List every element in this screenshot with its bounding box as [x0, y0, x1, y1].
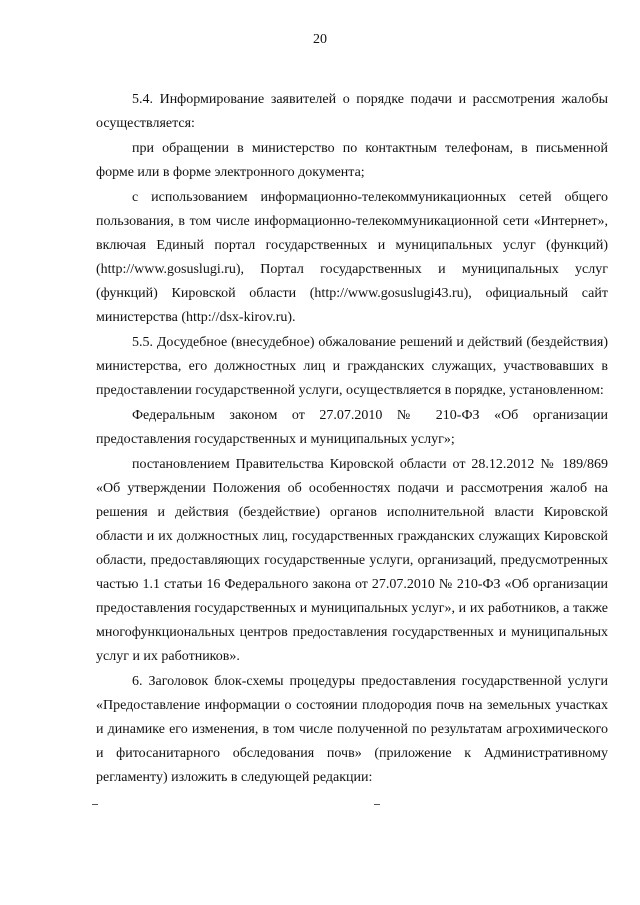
paragraph-federal-law: Федеральным законом от 27.07.2010 № 210-ФЗ «Об организации предоставления государственных и муниципальных услуг»;	[96, 408, 608, 447]
paragraph-internet: с использованием информационно-телекоммуникационных сетей общего пользования, в том числе информационно-телекоммуникационной сети «Интернет», включая Единый портал государственных и муниципальных услуг (функций) (http://www.gosuslugi.ru), Портал государственных и муниципальных услуг (функций) Кировской области (http://www.gosuslugi43.ru), официальный сайт министерства (http://dsx-kirov.ru).	[96, 190, 608, 325]
page-number: 20	[313, 32, 327, 47]
paragraph-resolution: постановлением Правительства Кировской области от 28.12.2012 № 189/869 «Об утверждении Положения об особенностях подачи и рассмотрения жалоб на решения и действия (бездействие) органов исполнительной власти Кировской области и их должностных лиц, государственных гражданских служащих Кировской области, предоставляющих государственные услуги, организаций, предусмотренных частью 1.1 статьи 16 Федерального закона от 27.07.2010 № 210-ФЗ «Об организации предоставления государственных и муниципальных услуг», и их работников, а также многофункциональных центров предоставления государственных и муниципальных услуг и их работников».	[96, 457, 608, 664]
document-body	[96, 88, 608, 791]
paragraph-contact: при обращении в министерство по контактным телефонам, в письменной форме или в форме электронного документа;	[96, 141, 608, 180]
paragraph-5-5: 5.5. Досудебное (внесудебное) обжалование решений и действий (бездействия) министерства, его должностных лиц и гражданских служащих, участвовавших в предоставлении государственной услуги, осуществляется в порядке, установленном:	[96, 335, 608, 398]
scan-mark-center	[374, 804, 380, 805]
paragraph-5-4: 5.4. Информирование заявителей о порядке подачи и рассмотрения жалобы осуществляется:	[96, 92, 608, 131]
paragraph-6: 6. Заголовок блок-схемы процедуры предоставления государственной услуги «Предоставление информации о состоянии плодородия почв на земельных участках и динамике его изменения, в том числе полученной по результатам агрохимического и фитосанитарного обследования почв» (приложение к Административному регламенту) изложить в следующей редакции:	[96, 674, 608, 785]
scan-mark-left	[92, 804, 98, 805]
